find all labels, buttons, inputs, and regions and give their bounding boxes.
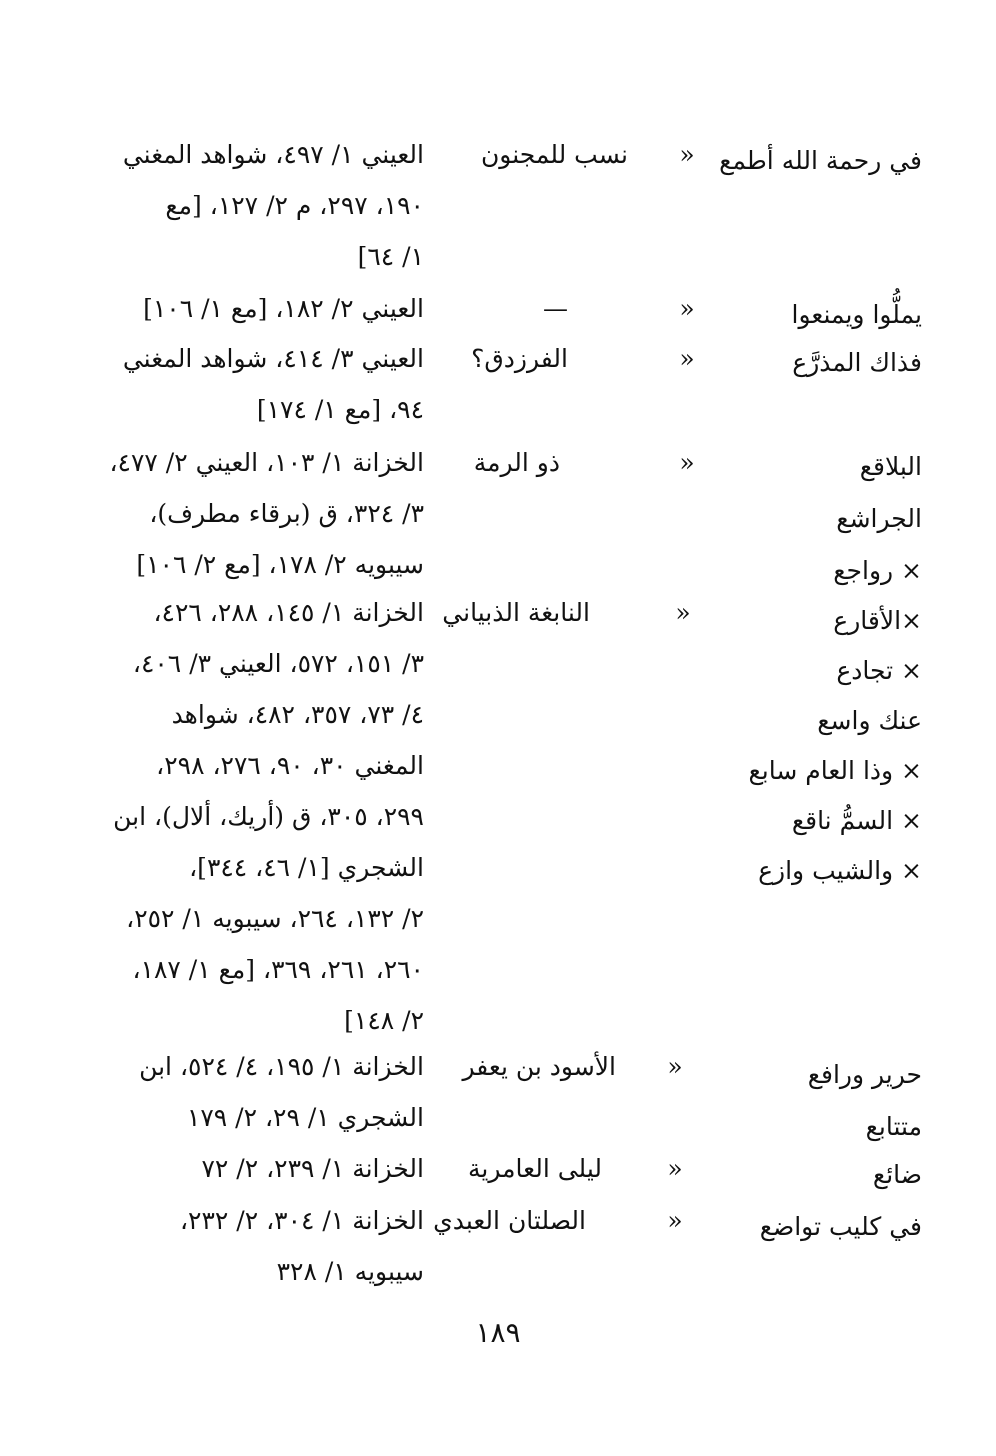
rhyme-word: ×الأقارع	[833, 606, 922, 635]
ditto-mark: «	[679, 344, 695, 373]
poet-name: الأسود بن يعفر	[462, 1052, 616, 1081]
source-reference: الخزانة ١/ ١٩٥، ٤/ ٥٢٤، ابن	[139, 1052, 424, 1081]
ditto-mark: «	[667, 1206, 683, 1235]
source-reference: العيني ٣/ ٤١٤، شواهد المغني	[122, 344, 424, 373]
rhyme-word: الجراشع	[836, 504, 922, 533]
rhyme-word: في كليب تواضع	[759, 1212, 922, 1241]
source-reference: الشجري [١/ ٤٦، ٣٤٤]،	[189, 853, 424, 882]
poet-name: نسب للمجنون	[480, 140, 628, 169]
source-reference: ١٩٠، ٢٩٧، م ٢/ ١٢٧، [مع	[165, 191, 424, 220]
ditto-mark: «	[679, 294, 695, 323]
source-reference: ١/ ٦٤]	[357, 242, 424, 271]
source-reference: ٢٩٩، ٣٠٥، ق (أريك، ألال)، ابن	[113, 802, 424, 831]
source-reference: العيني ١/ ٤٩٧، شواهد المغني	[122, 140, 424, 169]
poet-name: ليلى العامرية	[467, 1154, 602, 1183]
ditto-mark: «	[675, 598, 691, 627]
source-reference: الخزانة ١/ ٢٣٩، ٢/ ٧٢	[201, 1154, 424, 1183]
source-reference: سيبويه ١/ ٣٢٨	[276, 1257, 424, 1286]
source-reference: الشجري ١/ ٢٩، ٢/ ١٧٩	[186, 1103, 424, 1132]
page-number: ١٨٩	[475, 1316, 521, 1349]
ditto-mark: «	[667, 1154, 683, 1183]
source-reference: العيني ٢/ ١٨٢، [مع ١/ ١٠٦]	[143, 294, 424, 323]
rhyme-word: يملُّوا ويمنعوا	[791, 300, 922, 329]
poet-name: ذو الرمة	[473, 448, 560, 477]
source-reference: ٣/ ٣٢٤، ق (برقاء مطرف)،	[149, 499, 424, 528]
ditto-mark: «	[679, 140, 695, 169]
rhyme-word: × رواجع	[833, 556, 922, 585]
source-reference: سيبويه ٢/ ١٧٨، [مع ٢/ ١٠٦]	[136, 550, 424, 579]
rhyme-word: فذاك المذرَّع	[792, 348, 922, 377]
poet-name: الفرزدق؟	[471, 344, 568, 373]
rhyme-word: حرير ورافع	[807, 1060, 922, 1089]
source-reference: ٢٦٠، ٢٦١، ٣٦٩، [مع ١/ ١٨٧،	[132, 955, 424, 984]
rhyme-word: × والشيب وازع	[758, 856, 922, 885]
source-reference: ٩٤، [مع ١/ ١٧٤]	[256, 395, 424, 424]
source-reference: الخزانة ١/ ١٤٥، ٢٨٨، ٤٢٦،	[153, 598, 424, 627]
source-reference: المغني ٣٠، ٩٠، ٢٧٦، ٢٩٨،	[156, 751, 424, 780]
rhyme-word: ضائع	[872, 1160, 922, 1189]
source-reference: الخزانة ١/ ١٠٣، العيني ٢/ ٤٧٧،	[109, 448, 424, 477]
ditto-mark: «	[679, 448, 695, 477]
source-reference: ٤/ ٧٣، ٣٥٧، ٤٨٢، شواهد	[171, 700, 424, 729]
rhyme-word: البلاقع	[859, 452, 922, 481]
source-reference: ٢/ ١٣٢، ٢٦٤، سيبويه ١/ ٢٥٢،	[126, 904, 424, 933]
rhyme-word: × تجادع	[836, 656, 922, 685]
rhyme-word: في رحمة الله أطمع	[719, 146, 922, 175]
rhyme-word: متتابع	[865, 1112, 922, 1141]
source-reference: ٢/ ١٤٨]	[344, 1006, 424, 1035]
poet-name: الصلتان العبدي	[433, 1206, 586, 1235]
source-reference: الخزانة ١/ ٣٠٤، ٢/ ٢٣٢،	[179, 1206, 424, 1235]
poet-name: —	[543, 294, 568, 323]
rhyme-word: × وذا العام سابع	[748, 756, 922, 785]
source-reference: ٣/ ١٥١، ٥٧٢، العيني ٣/ ٤٠٦،	[132, 649, 424, 678]
rhyme-word: عنك واسع	[817, 706, 922, 735]
poet-name: النابغة الذبياني	[442, 598, 590, 627]
ditto-mark: «	[667, 1052, 683, 1081]
rhyme-word: × السمُّ ناقع	[791, 806, 922, 835]
